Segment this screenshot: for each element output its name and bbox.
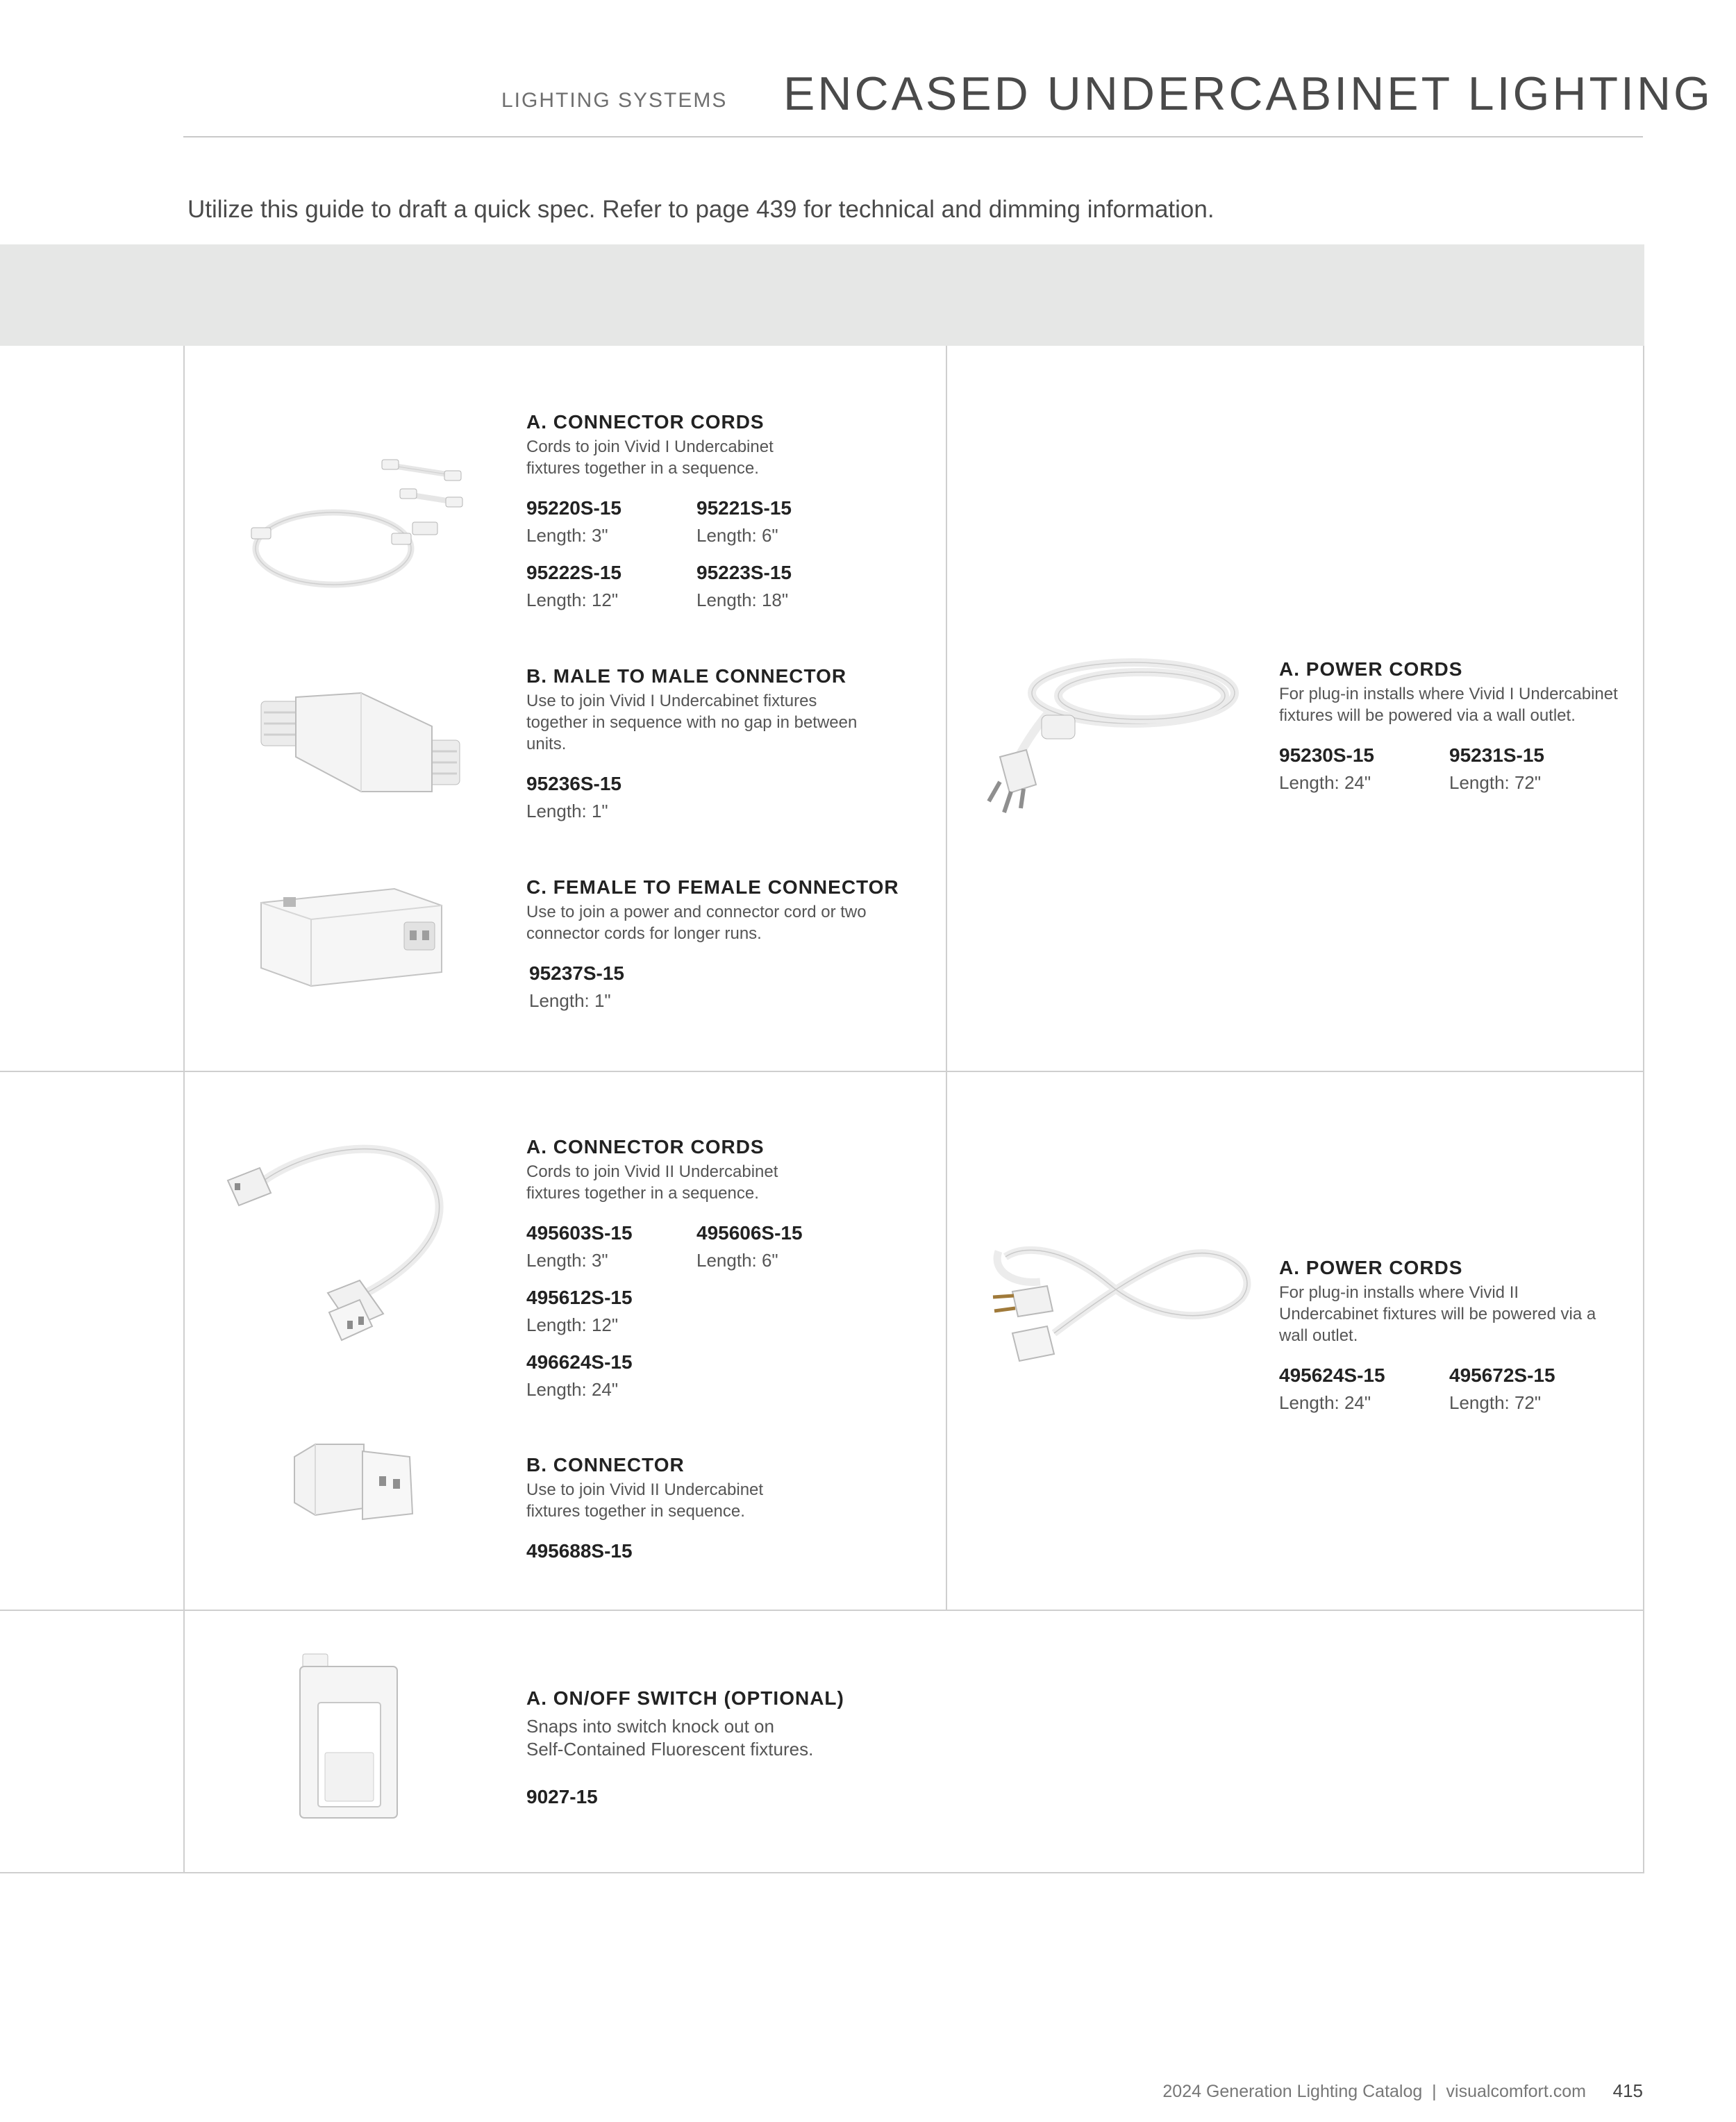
sku-item — [526, 497, 696, 546]
sku-list — [526, 497, 915, 611]
female-connector-photo — [256, 882, 447, 993]
product-title: B. MALE TO MALE CONNECTOR — [526, 665, 847, 687]
product-title: B. CONNECTOR — [526, 1454, 685, 1476]
sku-list — [1279, 1364, 1626, 1414]
intro-text: Utilize this guide to draft a quick spec. Refer to page 439 for technical and dimming information. — [187, 196, 1215, 223]
section-kicker: LIGHTING SYSTEMS — [501, 89, 728, 112]
sku-length: Length: 12" — [526, 1314, 619, 1335]
product-title: A. CONNECTOR CORDS — [526, 1136, 765, 1158]
sku-length: Length: 6" — [696, 525, 778, 546]
connector-cords-ii-photo — [224, 1139, 487, 1361]
sku-item — [1449, 744, 1623, 794]
product-title: A. POWER CORDS — [1279, 658, 1463, 680]
product-description: Use to join Vivid II Undercabinet fixtures together in sequence. — [526, 1480, 764, 1521]
sku-code: 95223S-15 — [696, 562, 792, 583]
sku-code: 95237S-15 — [529, 962, 625, 984]
power-cords-ii-photo — [985, 1229, 1262, 1375]
female-connector-block — [526, 876, 929, 1012]
power-cords-ii-block — [1279, 1257, 1626, 1414]
sku-item — [696, 497, 870, 546]
sku-code: 496624S-15 — [526, 1351, 633, 1373]
product-title: A. CONNECTOR CORDS — [526, 411, 765, 433]
sku-code: 9027-15 — [526, 1786, 598, 1807]
sku-item — [529, 962, 710, 1012]
connector-ii-block — [526, 1454, 915, 1562]
sku-item — [1449, 1364, 1623, 1414]
sku-item — [696, 562, 870, 611]
header-divider — [183, 136, 1643, 137]
product-description: Use to join a power and connector cord or two connector cords for longer runs. — [526, 903, 867, 943]
product-description: For plug-in installs where Vivid I Undercabinet fixtures will be powered via a wall outlet. — [1279, 685, 1618, 725]
sku-item — [526, 773, 707, 822]
product-title: C. FEMALE TO FEMALE CONNECTOR — [526, 876, 899, 898]
sku-item — [696, 1222, 870, 1271]
sku-code: 495688S-15 — [526, 1540, 633, 1562]
connector-cords-ii-block — [526, 1136, 915, 1401]
sku-code: 95236S-15 — [526, 773, 622, 794]
sku-item — [526, 1351, 696, 1401]
sku-item — [526, 562, 696, 611]
page-number: 415 — [1612, 2080, 1643, 2101]
sku-length: Length: 1" — [529, 990, 611, 1011]
sku-code: 495672S-15 — [1449, 1364, 1555, 1386]
sku-length: Length: 18" — [696, 590, 789, 610]
sku-code: 95221S-15 — [696, 497, 792, 519]
grid-line — [183, 346, 185, 1873]
sku-length: Length: 6" — [696, 1250, 778, 1271]
sku-length: Length: 3" — [526, 525, 608, 546]
power-cords-photo — [972, 646, 1250, 819]
product-description: Use to join Vivid I Undercabinet fixtures together in sequence with no gap in between units. — [526, 692, 858, 753]
product-description: For plug-in installs where Vivid II Undercabinet fixtures will be powered via a wall outlet. — [1279, 1283, 1596, 1345]
sku-length: Length: 72" — [1449, 772, 1542, 793]
sku-length: Length: 24" — [1279, 772, 1371, 793]
power-cords-block — [1279, 658, 1626, 794]
sku-code: 495603S-15 — [526, 1222, 633, 1244]
sku-length: Length: 24" — [1279, 1392, 1371, 1413]
sku-code: 95220S-15 — [526, 497, 622, 519]
sku-code: 495612S-15 — [526, 1287, 633, 1308]
description-line: Snaps into switch knock out on — [526, 1716, 774, 1737]
product-description: Cords to join Vivid I Undercabinet fixtures together in a sequence. — [526, 437, 774, 478]
grid-line — [946, 346, 947, 1610]
sku-list — [529, 962, 929, 1012]
sku-length: Length: 24" — [526, 1379, 619, 1400]
sku-length: Length: 12" — [526, 590, 619, 610]
grid-line — [1643, 346, 1644, 1873]
sku-list — [526, 773, 915, 822]
sku-list — [526, 1786, 943, 1808]
sku-code: 95231S-15 — [1449, 744, 1545, 766]
sku-code: 95222S-15 — [526, 562, 622, 583]
description-line: Self-Contained Fluorescent fixtures. — [526, 1739, 814, 1760]
grid-line — [0, 1610, 1644, 1611]
connector-cords-photo — [243, 444, 479, 597]
sku-item — [526, 1222, 696, 1271]
sku-list — [526, 1222, 915, 1401]
sku-item — [526, 1540, 707, 1562]
footer-text: 2024 Generation Lighting Catalog | visualcomfort.com — [1162, 2082, 1586, 2101]
sku-length: Length: 72" — [1449, 1392, 1542, 1413]
sku-item — [1279, 744, 1449, 794]
sku-code: 495606S-15 — [696, 1222, 803, 1244]
sku-item — [526, 1287, 696, 1336]
product-description — [526, 1715, 943, 1761]
sku-length: Length: 3" — [526, 1250, 608, 1271]
sku-list — [1279, 744, 1626, 794]
grid-line — [0, 1872, 1644, 1873]
sku-item — [1279, 1364, 1449, 1414]
page-title: ENCASED UNDERCABINET LIGHTING — [783, 67, 1713, 120]
male-connector-block — [526, 665, 915, 822]
connector-cords-block — [526, 411, 915, 611]
product-title: A. ON/OFF SWITCH (OPTIONAL) — [526, 1687, 844, 1709]
header-band — [0, 244, 1644, 346]
switch-photo — [294, 1648, 403, 1823]
product-title: A. POWER CORDS — [1279, 1257, 1463, 1278]
male-connector-photo — [257, 687, 465, 799]
grid-line — [0, 1071, 1644, 1072]
sku-code: 495624S-15 — [1279, 1364, 1385, 1386]
sku-length: Length: 1" — [526, 801, 608, 821]
connector-ii-photo — [287, 1436, 421, 1528]
switch-block — [526, 1687, 943, 1808]
sku-list — [526, 1540, 915, 1562]
product-description: Cords to join Vivid II Undercabinet fixtures together in a sequence. — [526, 1162, 778, 1203]
sku-item — [526, 1786, 707, 1808]
sku-code: 95230S-15 — [1279, 744, 1375, 766]
